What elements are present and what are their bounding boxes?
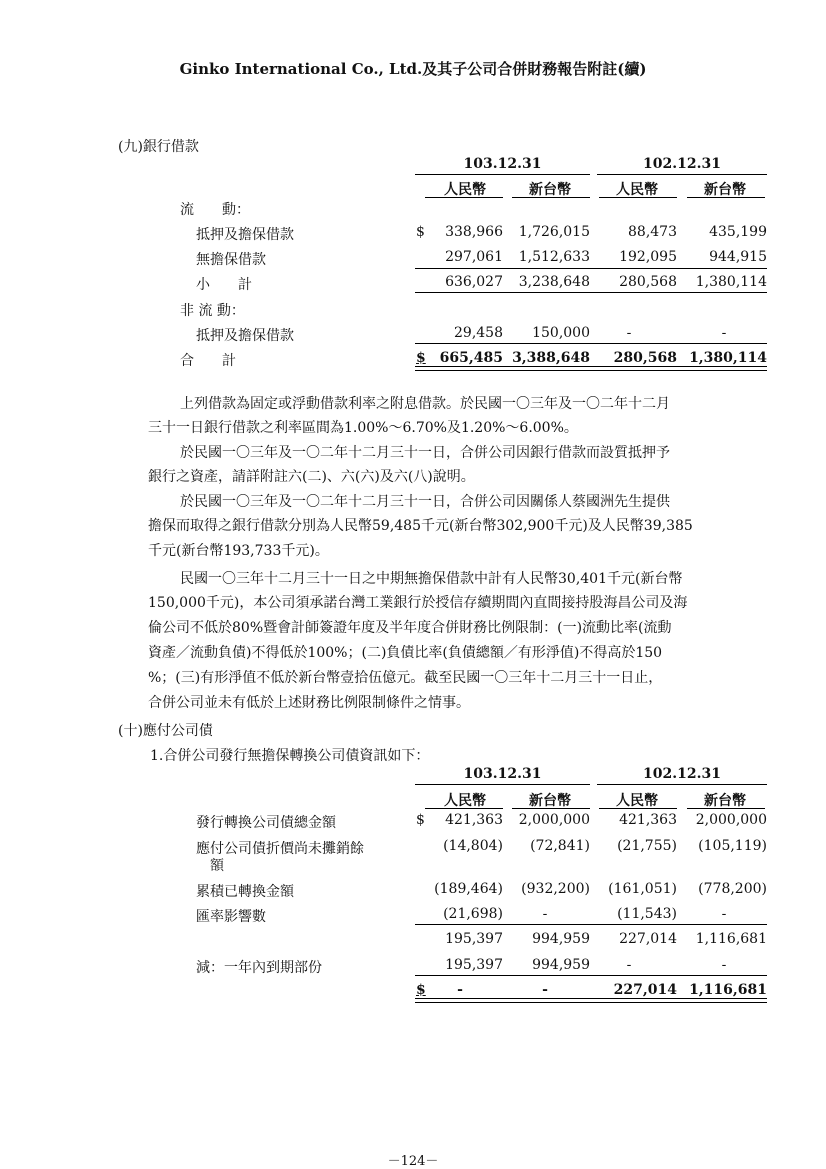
cell-value: - <box>457 982 463 998</box>
cell-value: - <box>721 906 727 922</box>
paragraph-line: 資產／流動負債)不得低於100%；(二)負債比率(負債總額／有形淨值)不得高於150 <box>148 645 663 661</box>
header-rule <box>687 808 765 809</box>
cell-value: 3,238,648 <box>518 274 590 290</box>
cell-value: 297,061 <box>445 249 503 265</box>
cell-value: 435,199 <box>709 224 767 240</box>
cell-value: 227,014 <box>613 982 677 998</box>
subtotal-rule <box>415 343 767 344</box>
section-subtitle: 1.合併公司發行無擔保轉換公司債資訊如下： <box>150 748 430 764</box>
cell-value: - <box>542 906 548 922</box>
cell-value: (105,119) <box>698 838 767 854</box>
cell-value: 994,959 <box>532 931 590 947</box>
column-date-2013: 102.12.31 <box>643 156 721 172</box>
cell-value: - <box>626 957 632 973</box>
subtotal-rule <box>415 975 767 976</box>
cell-value: (72,841) <box>530 838 590 854</box>
currency-header-ntd: 新台幣 <box>529 182 571 198</box>
header-rule <box>512 197 590 198</box>
currency-symbol: $ <box>416 350 426 366</box>
cell-value: 421,363 <box>619 812 677 828</box>
cell-value: 150,000 <box>532 325 590 341</box>
paragraph-line: 於民國一〇三年及一〇二年十二月三十一日，合併公司因銀行借款而設質抵押予 <box>180 445 670 461</box>
header-rule <box>425 808 503 809</box>
subtotal-rule <box>415 268 767 269</box>
header-rule <box>415 784 590 785</box>
row-label: 累積已轉換金額 <box>196 884 294 900</box>
header-rule <box>597 784 767 785</box>
cell-value: 3,388,648 <box>512 350 590 366</box>
cell-value: - <box>542 982 548 998</box>
paragraph-line: 於民國一〇三年及一〇二年十二月三十一日，合併公司因關係人蔡國洲先生提供 <box>180 494 670 510</box>
cell-value: 2,000,000 <box>518 812 590 828</box>
cell-value: - <box>721 325 727 341</box>
paragraph-line: 倫公司不低於80%暨會計師簽證年度及半年度合併財務比例限制：(一)流動比率(流動 <box>148 620 672 636</box>
cell-value: 195,397 <box>445 957 503 973</box>
cell-value: (932,200) <box>521 881 590 897</box>
column-date-2014: 103.12.31 <box>463 156 542 172</box>
subtotal-rule <box>415 924 767 925</box>
header-rule <box>599 197 677 198</box>
currency-header-rmb: 人民幣 <box>616 793 658 809</box>
paragraph-line: 千元(新台幣193,733千元)。 <box>148 543 329 559</box>
cell-value: 29,458 <box>454 325 503 341</box>
cell-value: 338,966 <box>445 224 503 240</box>
cell-value: 1,380,114 <box>689 350 767 366</box>
row-label-continued: 額 <box>210 858 224 874</box>
cell-value: 1,116,681 <box>689 982 767 998</box>
cell-value: - <box>721 957 727 973</box>
cell-value: 280,568 <box>619 274 677 290</box>
paragraph-line: 擔保而取得之銀行借款分別為人民幣59,485千元(新台幣302,900千元)及人民幣39,385 <box>148 518 693 534</box>
currency-header-rmb: 人民幣 <box>616 182 658 198</box>
cell-value: 421,363 <box>445 812 503 828</box>
section-title-bank-loans: (九)銀行借款 <box>118 139 199 155</box>
row-label: 無擔保借款 <box>196 252 266 268</box>
currency-header-ntd: 新台幣 <box>704 793 746 809</box>
cell-value: 2,000,000 <box>695 812 767 828</box>
row-label: 抵押及擔保借款 <box>196 227 294 243</box>
cell-value: (11,543) <box>617 906 677 922</box>
cell-value: 1,726,015 <box>518 224 590 240</box>
paragraph-line: 150,000千元)，本公司須承諾台灣工業銀行於授信存續期間內直間接持股海昌公司及海 <box>148 595 688 611</box>
currency-symbol: $ <box>416 982 426 998</box>
cell-value: 944,915 <box>709 249 767 265</box>
paragraph-line: 上列借款為固定或浮動借款利率之附息借款。於民國一〇三年及一〇二年十二月 <box>180 396 670 412</box>
subtotal-rule <box>415 292 767 293</box>
cell-value: 192,095 <box>619 249 677 265</box>
header-rule <box>512 808 590 809</box>
paragraph-line: 合併公司並未有低於上述財務比例限制條件之情事。 <box>148 695 470 711</box>
document-header: Ginko International Co., Ltd.及其子公司合併財務報告附註(續) <box>179 60 647 78</box>
cell-value: 1,380,114 <box>695 274 767 290</box>
header-rule <box>687 197 765 198</box>
row-label: 應付公司債折價尚未攤銷餘 <box>196 841 364 857</box>
total-double-rule <box>415 998 767 1003</box>
currency-header-ntd: 新台幣 <box>704 182 746 198</box>
row-label: 減：一年內到期部份 <box>196 960 322 976</box>
header-rule <box>599 808 677 809</box>
cell-value: (161,051) <box>608 881 677 897</box>
paragraph-line: %；(三)有形淨值不低於新台幣壹拾伍億元。截至民國一〇三年十二月三十一日止， <box>148 670 663 686</box>
currency-header-ntd: 新台幣 <box>529 793 571 809</box>
currency-header-rmb: 人民幣 <box>444 793 486 809</box>
currency-symbol: $ <box>416 812 425 828</box>
column-date-2013: 102.12.31 <box>643 766 721 782</box>
section-title-bonds-payable: (十)應付公司債 <box>118 723 213 739</box>
cell-value: 280,568 <box>613 350 677 366</box>
cell-value: 994,959 <box>532 957 590 973</box>
row-label: 抵押及擔保借款 <box>196 328 294 344</box>
cell-value: (189,464) <box>434 881 503 897</box>
cell-value: 636,027 <box>445 274 503 290</box>
page-number: －124－ <box>387 1154 439 1169</box>
row-label: 合 計 <box>180 353 236 369</box>
header-rule <box>415 174 590 175</box>
cell-value: (21,698) <box>443 906 503 922</box>
row-label: 流 動： <box>180 202 250 218</box>
cell-value: 227,014 <box>619 931 677 947</box>
row-label: 小 計 <box>196 277 252 293</box>
cell-value: (21,755) <box>617 838 677 854</box>
cell-value: 88,473 <box>628 224 677 240</box>
cell-value: 195,397 <box>445 931 503 947</box>
paragraph-line: 三十一日銀行借款之利率區間為1.00%～6.70%及1.20%～6.00%。 <box>148 420 578 436</box>
total-double-rule <box>415 366 767 371</box>
cell-value: (778,200) <box>698 881 767 897</box>
paragraph-line: 民國一〇三年十二月三十一日之中期無擔保借款中計有人民幣30,401千元(新台幣 <box>180 571 683 587</box>
row-label: 發行轉換公司債總金額 <box>196 815 336 831</box>
cell-value: 1,512,633 <box>518 249 590 265</box>
header-rule <box>597 174 767 175</box>
cell-value: (14,804) <box>443 838 503 854</box>
row-label: 匯率影響數 <box>196 909 266 925</box>
cell-value: - <box>626 325 632 341</box>
header-rule <box>425 197 503 198</box>
cell-value: 1,116,681 <box>695 931 767 947</box>
currency-symbol: $ <box>416 224 425 240</box>
row-label: 非 流 動： <box>180 303 245 319</box>
column-date-2014: 103.12.31 <box>463 766 542 782</box>
currency-header-rmb: 人民幣 <box>444 182 486 198</box>
cell-value: 665,485 <box>439 350 503 366</box>
paragraph-line: 銀行之資產，請詳附註六(二)、六(六)及六(八)說明。 <box>148 469 475 485</box>
